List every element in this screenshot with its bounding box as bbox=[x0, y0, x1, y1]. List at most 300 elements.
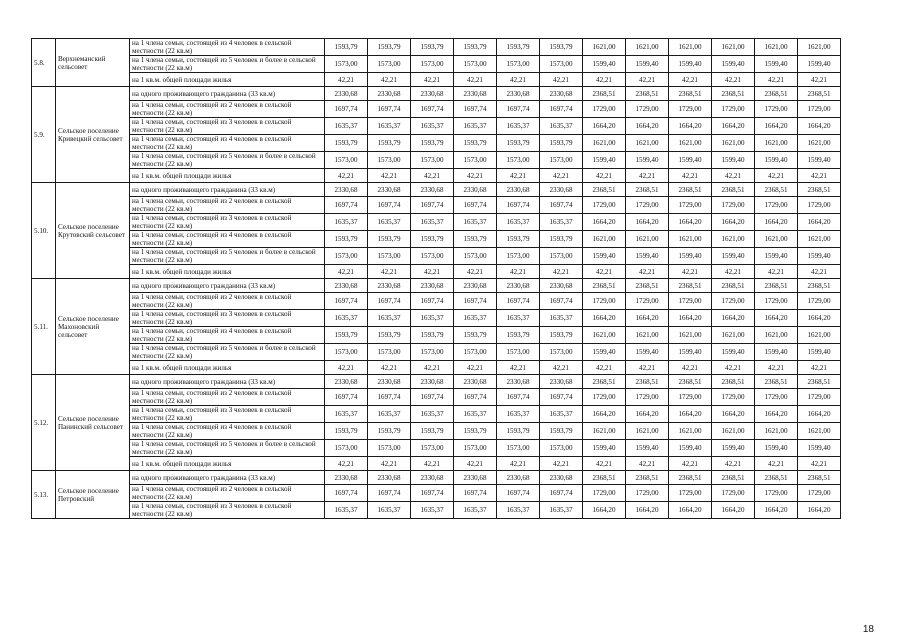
value-cell: 42,21 bbox=[325, 457, 368, 471]
value-cell: 42,21 bbox=[626, 361, 669, 375]
value-cell: 1729,00 bbox=[583, 389, 626, 406]
value-cell: 1664,20 bbox=[798, 502, 841, 519]
value-cell: 1599,40 bbox=[755, 440, 798, 457]
value-cell: 1635,37 bbox=[540, 310, 583, 327]
table-row bbox=[32, 183, 841, 197]
value-cell: 1593,79 bbox=[368, 135, 411, 152]
value-cell: 1599,40 bbox=[583, 56, 626, 73]
category-label: на 1 члена семьи, состоящей из 4 человек в сельской местности (22 кв.м) bbox=[130, 231, 325, 248]
value-cell: 1593,79 bbox=[540, 327, 583, 344]
value-cell: 1621,00 bbox=[669, 423, 712, 440]
value-cell: 2368,51 bbox=[669, 87, 712, 101]
value-cell: 1593,79 bbox=[368, 423, 411, 440]
value-cell: 1621,00 bbox=[798, 423, 841, 440]
value-cell: 1664,20 bbox=[669, 502, 712, 519]
section-number: 5.12. bbox=[32, 375, 56, 471]
value-cell: 2368,51 bbox=[712, 279, 755, 293]
value-cell: 42,21 bbox=[454, 361, 497, 375]
value-cell: 1573,00 bbox=[411, 56, 454, 73]
value-cell: 2330,68 bbox=[368, 183, 411, 197]
value-cell: 1621,00 bbox=[583, 135, 626, 152]
value-cell: 1697,74 bbox=[411, 101, 454, 118]
value-cell: 1635,37 bbox=[540, 214, 583, 231]
value-cell: 1664,20 bbox=[626, 310, 669, 327]
value-cell: 42,21 bbox=[626, 169, 669, 183]
value-cell: 2368,51 bbox=[712, 183, 755, 197]
value-cell: 42,21 bbox=[798, 457, 841, 471]
value-cell: 42,21 bbox=[411, 73, 454, 87]
value-cell: 2368,51 bbox=[669, 183, 712, 197]
value-cell: 2330,68 bbox=[454, 87, 497, 101]
value-cell: 1729,00 bbox=[755, 101, 798, 118]
category-label: на 1 члена семьи, состоящей из 5 человек и более в сельской местности (22 кв.м) bbox=[130, 248, 325, 265]
value-cell: 2368,51 bbox=[755, 375, 798, 389]
value-cell: 1697,74 bbox=[411, 389, 454, 406]
value-cell: 42,21 bbox=[583, 73, 626, 87]
value-cell: 1593,79 bbox=[411, 327, 454, 344]
table-row bbox=[32, 344, 841, 361]
value-cell: 1593,79 bbox=[540, 231, 583, 248]
value-cell: 1697,74 bbox=[540, 197, 583, 214]
value-cell: 2330,68 bbox=[497, 471, 540, 485]
value-cell: 2368,51 bbox=[798, 183, 841, 197]
value-cell: 1621,00 bbox=[669, 231, 712, 248]
table-row bbox=[32, 485, 841, 502]
value-cell: 1621,00 bbox=[712, 135, 755, 152]
value-cell: 1599,40 bbox=[583, 440, 626, 457]
value-cell: 1599,40 bbox=[583, 152, 626, 169]
value-cell: 1697,74 bbox=[368, 389, 411, 406]
value-cell: 42,21 bbox=[755, 457, 798, 471]
value-cell: 42,21 bbox=[497, 457, 540, 471]
value-cell: 1729,00 bbox=[669, 293, 712, 310]
value-cell: 1573,00 bbox=[368, 248, 411, 265]
value-cell: 1729,00 bbox=[712, 101, 755, 118]
value-cell: 1573,00 bbox=[368, 56, 411, 73]
value-cell: 1697,74 bbox=[497, 101, 540, 118]
value-cell: 1664,20 bbox=[583, 118, 626, 135]
value-cell: 1573,00 bbox=[411, 152, 454, 169]
value-cell: 1573,00 bbox=[368, 440, 411, 457]
value-cell: 2330,68 bbox=[540, 183, 583, 197]
value-cell: 42,21 bbox=[540, 73, 583, 87]
value-cell: 2368,51 bbox=[583, 183, 626, 197]
section-number: 5.11. bbox=[32, 279, 56, 375]
value-cell: 1664,20 bbox=[798, 310, 841, 327]
value-cell: 1635,37 bbox=[540, 502, 583, 519]
value-cell: 1664,20 bbox=[755, 406, 798, 423]
value-cell: 2330,68 bbox=[368, 375, 411, 389]
value-cell: 1635,37 bbox=[325, 406, 368, 423]
value-cell: 42,21 bbox=[626, 457, 669, 471]
settlement-name: Сельское поселение Крутовский сельсовет bbox=[56, 183, 130, 279]
value-cell: 1593,79 bbox=[454, 423, 497, 440]
value-cell: 1593,79 bbox=[368, 39, 411, 56]
category-label: на 1 члена семьи, состоящей из 5 человек и более в сельской местности (22 кв.м) bbox=[130, 56, 325, 73]
value-cell: 1573,00 bbox=[497, 56, 540, 73]
value-cell: 1664,20 bbox=[712, 118, 755, 135]
value-cell: 1664,20 bbox=[712, 214, 755, 231]
value-cell: 1573,00 bbox=[411, 344, 454, 361]
value-cell: 1664,20 bbox=[626, 118, 669, 135]
table-row bbox=[32, 135, 841, 152]
value-cell: 2368,51 bbox=[712, 471, 755, 485]
value-cell: 2368,51 bbox=[669, 471, 712, 485]
value-cell: 1635,37 bbox=[411, 502, 454, 519]
value-cell: 1573,00 bbox=[454, 248, 497, 265]
value-cell: 1635,37 bbox=[497, 118, 540, 135]
value-cell: 1635,37 bbox=[454, 406, 497, 423]
table-row bbox=[32, 169, 841, 183]
table-row bbox=[32, 231, 841, 248]
value-cell: 1697,74 bbox=[325, 197, 368, 214]
section-number: 5.8. bbox=[32, 39, 56, 87]
value-cell: 1599,40 bbox=[755, 56, 798, 73]
value-cell: 42,21 bbox=[755, 361, 798, 375]
value-cell: 2330,68 bbox=[497, 279, 540, 293]
value-cell: 1573,00 bbox=[540, 248, 583, 265]
value-cell: 1664,20 bbox=[626, 502, 669, 519]
value-cell: 2330,68 bbox=[411, 375, 454, 389]
value-cell: 1621,00 bbox=[626, 423, 669, 440]
value-cell: 1635,37 bbox=[454, 118, 497, 135]
value-cell: 1697,74 bbox=[368, 197, 411, 214]
value-cell: 1729,00 bbox=[583, 101, 626, 118]
value-cell: 42,21 bbox=[454, 457, 497, 471]
category-label: на 1 кв.м. общей площади жилья bbox=[130, 265, 325, 279]
value-cell: 1599,40 bbox=[712, 56, 755, 73]
value-cell: 42,21 bbox=[497, 169, 540, 183]
value-cell: 1573,00 bbox=[325, 440, 368, 457]
value-cell: 1697,74 bbox=[454, 293, 497, 310]
value-cell: 1599,40 bbox=[798, 344, 841, 361]
value-cell: 2330,68 bbox=[497, 375, 540, 389]
table-row bbox=[32, 406, 841, 423]
value-cell: 42,21 bbox=[497, 73, 540, 87]
value-cell: 2330,68 bbox=[368, 87, 411, 101]
category-label: на 1 кв.м. общей площади жилья bbox=[130, 169, 325, 183]
value-cell: 1593,79 bbox=[540, 39, 583, 56]
value-cell: 1729,00 bbox=[583, 485, 626, 502]
value-cell: 1697,74 bbox=[540, 293, 583, 310]
value-cell: 42,21 bbox=[583, 169, 626, 183]
value-cell: 1599,40 bbox=[712, 440, 755, 457]
value-cell: 1573,00 bbox=[540, 440, 583, 457]
value-cell: 42,21 bbox=[540, 265, 583, 279]
value-cell: 1593,79 bbox=[325, 423, 368, 440]
value-cell: 1729,00 bbox=[755, 197, 798, 214]
value-cell: 1593,79 bbox=[411, 39, 454, 56]
value-cell: 1573,00 bbox=[497, 248, 540, 265]
table-row bbox=[32, 389, 841, 406]
value-cell: 42,21 bbox=[325, 169, 368, 183]
value-cell: 2368,51 bbox=[798, 471, 841, 485]
value-cell: 1593,79 bbox=[454, 39, 497, 56]
value-cell: 1697,74 bbox=[454, 197, 497, 214]
value-cell: 1697,74 bbox=[325, 389, 368, 406]
value-cell: 1664,20 bbox=[669, 118, 712, 135]
value-cell: 1697,74 bbox=[325, 101, 368, 118]
table-row bbox=[32, 87, 841, 101]
value-cell: 1635,37 bbox=[540, 118, 583, 135]
value-cell: 1573,00 bbox=[454, 440, 497, 457]
value-cell: 1621,00 bbox=[755, 39, 798, 56]
value-cell: 1664,20 bbox=[755, 118, 798, 135]
value-cell: 2368,51 bbox=[798, 87, 841, 101]
value-cell: 2368,51 bbox=[626, 279, 669, 293]
value-cell: 1621,00 bbox=[798, 39, 841, 56]
value-cell: 42,21 bbox=[712, 361, 755, 375]
category-label: на 1 члена семьи, состоящей из 2 человек в сельской местности (22 кв.м) bbox=[130, 485, 325, 502]
value-cell: 2330,68 bbox=[368, 471, 411, 485]
value-cell: 42,21 bbox=[583, 457, 626, 471]
category-label: на 1 члена семьи, состоящей из 4 человек в сельской местности (22 кв.м) bbox=[130, 39, 325, 56]
value-cell: 2368,51 bbox=[626, 183, 669, 197]
section-number: 5.9. bbox=[32, 87, 56, 183]
value-cell: 42,21 bbox=[712, 457, 755, 471]
value-cell: 1621,00 bbox=[669, 135, 712, 152]
value-cell: 42,21 bbox=[411, 265, 454, 279]
tariff-table bbox=[31, 38, 841, 519]
value-cell: 42,21 bbox=[583, 265, 626, 279]
value-cell: 2368,51 bbox=[669, 375, 712, 389]
value-cell: 1593,79 bbox=[540, 423, 583, 440]
value-cell: 42,21 bbox=[368, 361, 411, 375]
value-cell: 1664,20 bbox=[712, 310, 755, 327]
value-cell: 1664,20 bbox=[669, 406, 712, 423]
value-cell: 1697,74 bbox=[540, 389, 583, 406]
value-cell: 42,21 bbox=[411, 169, 454, 183]
value-cell: 42,21 bbox=[454, 73, 497, 87]
value-cell: 1664,20 bbox=[798, 214, 841, 231]
value-cell: 1635,37 bbox=[497, 502, 540, 519]
value-cell: 1635,37 bbox=[368, 310, 411, 327]
value-cell: 2330,68 bbox=[325, 87, 368, 101]
value-cell: 1621,00 bbox=[712, 39, 755, 56]
settlement-name: Сельское поселение Кривецкий сельсовет bbox=[56, 87, 130, 183]
settlement-name: Сельское поселение Махоновский сельсовет bbox=[56, 279, 130, 375]
value-cell: 42,21 bbox=[798, 73, 841, 87]
value-cell: 1573,00 bbox=[454, 344, 497, 361]
value-cell: 1635,37 bbox=[540, 406, 583, 423]
value-cell: 2330,68 bbox=[454, 279, 497, 293]
category-label: на 1 члена семьи, состоящей из 4 человек в сельской местности (22 кв.м) bbox=[130, 135, 325, 152]
value-cell: 1697,74 bbox=[497, 293, 540, 310]
value-cell: 1697,74 bbox=[497, 197, 540, 214]
value-cell: 42,21 bbox=[368, 73, 411, 87]
value-cell: 1621,00 bbox=[626, 327, 669, 344]
value-cell: 2368,51 bbox=[712, 375, 755, 389]
page-number: 18 bbox=[862, 624, 874, 635]
value-cell: 1635,37 bbox=[325, 502, 368, 519]
value-cell: 1593,79 bbox=[411, 423, 454, 440]
value-cell: 1697,74 bbox=[454, 485, 497, 502]
table-row bbox=[32, 248, 841, 265]
category-label: на одного проживающего гражданина (33 кв.м) bbox=[130, 471, 325, 485]
value-cell: 2330,68 bbox=[454, 375, 497, 389]
value-cell: 1635,37 bbox=[411, 118, 454, 135]
table-row bbox=[32, 361, 841, 375]
value-cell: 42,21 bbox=[669, 73, 712, 87]
value-cell: 2330,68 bbox=[540, 471, 583, 485]
value-cell: 42,21 bbox=[712, 169, 755, 183]
value-cell: 1599,40 bbox=[669, 248, 712, 265]
value-cell: 1664,20 bbox=[626, 214, 669, 231]
value-cell: 42,21 bbox=[540, 457, 583, 471]
value-cell: 1697,74 bbox=[325, 293, 368, 310]
value-cell: 2368,51 bbox=[583, 279, 626, 293]
value-cell: 1599,40 bbox=[755, 152, 798, 169]
value-cell: 1621,00 bbox=[798, 231, 841, 248]
value-cell: 2330,68 bbox=[540, 279, 583, 293]
value-cell: 42,21 bbox=[755, 169, 798, 183]
category-label: на одного проживающего гражданина (33 кв.м) bbox=[130, 375, 325, 389]
value-cell: 1697,74 bbox=[368, 101, 411, 118]
value-cell: 1697,74 bbox=[454, 101, 497, 118]
table-row bbox=[32, 197, 841, 214]
category-label: на 1 члена семьи, состоящей из 5 человек и более в сельской местности (22 кв.м) bbox=[130, 440, 325, 457]
category-label: на 1 члена семьи, состоящей из 2 человек в сельской местности (22 кв.м) bbox=[130, 389, 325, 406]
value-cell: 1621,00 bbox=[583, 327, 626, 344]
value-cell: 1599,40 bbox=[583, 344, 626, 361]
value-cell: 1573,00 bbox=[540, 344, 583, 361]
category-label: на 1 члена семьи, состоящей из 4 человек в сельской местности (22 кв.м) bbox=[130, 423, 325, 440]
value-cell: 1621,00 bbox=[669, 327, 712, 344]
category-label: на 1 члена семьи, состоящей из 3 человек в сельской местности (22 кв.м) bbox=[130, 214, 325, 231]
value-cell: 1697,74 bbox=[325, 485, 368, 502]
value-cell: 1635,37 bbox=[368, 502, 411, 519]
value-cell: 1621,00 bbox=[755, 327, 798, 344]
value-cell: 1621,00 bbox=[755, 423, 798, 440]
category-label: на 1 кв.м. общей площади жилья bbox=[130, 73, 325, 87]
value-cell: 1697,74 bbox=[540, 485, 583, 502]
value-cell: 2368,51 bbox=[755, 87, 798, 101]
category-label: на одного проживающего гражданина (33 кв.м) bbox=[130, 87, 325, 101]
value-cell: 1599,40 bbox=[712, 248, 755, 265]
category-label: на 1 члена семьи, состоящей из 3 человек в сельской местности (22 кв.м) bbox=[130, 310, 325, 327]
value-cell: 1599,40 bbox=[626, 248, 669, 265]
value-cell: 2330,68 bbox=[497, 183, 540, 197]
value-cell: 1573,00 bbox=[368, 344, 411, 361]
value-cell: 1599,40 bbox=[712, 344, 755, 361]
value-cell: 1664,20 bbox=[583, 406, 626, 423]
table-row bbox=[32, 375, 841, 389]
value-cell: 2368,51 bbox=[583, 471, 626, 485]
value-cell: 42,21 bbox=[497, 361, 540, 375]
value-cell: 1593,79 bbox=[325, 231, 368, 248]
value-cell: 1599,40 bbox=[755, 344, 798, 361]
value-cell: 1664,20 bbox=[583, 214, 626, 231]
value-cell: 2330,68 bbox=[411, 471, 454, 485]
value-cell: 1599,40 bbox=[798, 248, 841, 265]
value-cell: 1729,00 bbox=[669, 485, 712, 502]
value-cell: 1599,40 bbox=[626, 440, 669, 457]
value-cell: 1621,00 bbox=[626, 135, 669, 152]
value-cell: 2330,68 bbox=[454, 471, 497, 485]
value-cell: 2368,51 bbox=[626, 87, 669, 101]
value-cell: 1621,00 bbox=[626, 39, 669, 56]
value-cell: 1621,00 bbox=[755, 231, 798, 248]
value-cell: 2368,51 bbox=[712, 87, 755, 101]
value-cell: 1635,37 bbox=[454, 502, 497, 519]
value-cell: 1729,00 bbox=[798, 101, 841, 118]
value-cell: 1729,00 bbox=[626, 389, 669, 406]
value-cell: 1573,00 bbox=[454, 56, 497, 73]
value-cell: 1599,40 bbox=[669, 56, 712, 73]
value-cell: 2368,51 bbox=[755, 279, 798, 293]
value-cell: 1621,00 bbox=[755, 135, 798, 152]
value-cell: 1599,40 bbox=[712, 152, 755, 169]
value-cell: 1729,00 bbox=[669, 197, 712, 214]
table-row bbox=[32, 56, 841, 73]
category-label: на 1 члена семьи, состоящей из 3 человек в сельской местности (22 кв.м) bbox=[130, 502, 325, 519]
value-cell: 2368,51 bbox=[583, 87, 626, 101]
table-row bbox=[32, 293, 841, 310]
value-cell: 1664,20 bbox=[669, 310, 712, 327]
value-cell: 1635,37 bbox=[411, 406, 454, 423]
value-cell: 1635,37 bbox=[411, 214, 454, 231]
value-cell: 1593,79 bbox=[497, 423, 540, 440]
value-cell: 42,21 bbox=[712, 73, 755, 87]
table-row bbox=[32, 423, 841, 440]
value-cell: 42,21 bbox=[454, 169, 497, 183]
value-cell: 1621,00 bbox=[583, 231, 626, 248]
value-cell: 1635,37 bbox=[497, 310, 540, 327]
value-cell: 1593,79 bbox=[497, 231, 540, 248]
category-label: на 1 кв.м. общей площади жилья bbox=[130, 457, 325, 471]
value-cell: 42,21 bbox=[669, 265, 712, 279]
value-cell: 2330,68 bbox=[540, 87, 583, 101]
value-cell: 1573,00 bbox=[454, 152, 497, 169]
value-cell: 1697,74 bbox=[497, 485, 540, 502]
table-row bbox=[32, 214, 841, 231]
value-cell: 42,21 bbox=[368, 169, 411, 183]
value-cell: 42,21 bbox=[798, 169, 841, 183]
value-cell: 2330,68 bbox=[411, 87, 454, 101]
value-cell: 1599,40 bbox=[798, 152, 841, 169]
table-row bbox=[32, 457, 841, 471]
value-cell: 1593,79 bbox=[540, 135, 583, 152]
table-row bbox=[32, 502, 841, 519]
value-cell: 42,21 bbox=[669, 169, 712, 183]
value-cell: 1729,00 bbox=[626, 197, 669, 214]
value-cell: 1664,20 bbox=[712, 502, 755, 519]
value-cell: 1635,37 bbox=[368, 214, 411, 231]
value-cell: 1664,20 bbox=[755, 310, 798, 327]
value-cell: 1593,79 bbox=[411, 135, 454, 152]
value-cell: 1621,00 bbox=[583, 39, 626, 56]
value-cell: 1697,74 bbox=[368, 293, 411, 310]
value-cell: 1593,79 bbox=[325, 39, 368, 56]
value-cell: 1635,37 bbox=[454, 310, 497, 327]
category-label: на 1 члена семьи, состоящей из 2 человек в сельской местности (22 кв.м) bbox=[130, 293, 325, 310]
value-cell: 1635,37 bbox=[497, 214, 540, 231]
value-cell: 1573,00 bbox=[325, 344, 368, 361]
value-cell: 1664,20 bbox=[712, 406, 755, 423]
value-cell: 1621,00 bbox=[712, 327, 755, 344]
value-cell: 1593,79 bbox=[325, 135, 368, 152]
table-row bbox=[32, 101, 841, 118]
value-cell: 42,21 bbox=[540, 169, 583, 183]
value-cell: 1573,00 bbox=[325, 248, 368, 265]
value-cell: 2368,51 bbox=[798, 279, 841, 293]
value-cell: 2330,68 bbox=[411, 279, 454, 293]
value-cell: 1573,00 bbox=[540, 56, 583, 73]
value-cell: 2368,51 bbox=[669, 279, 712, 293]
value-cell: 42,21 bbox=[669, 457, 712, 471]
value-cell: 42,21 bbox=[669, 361, 712, 375]
value-cell: 42,21 bbox=[755, 265, 798, 279]
